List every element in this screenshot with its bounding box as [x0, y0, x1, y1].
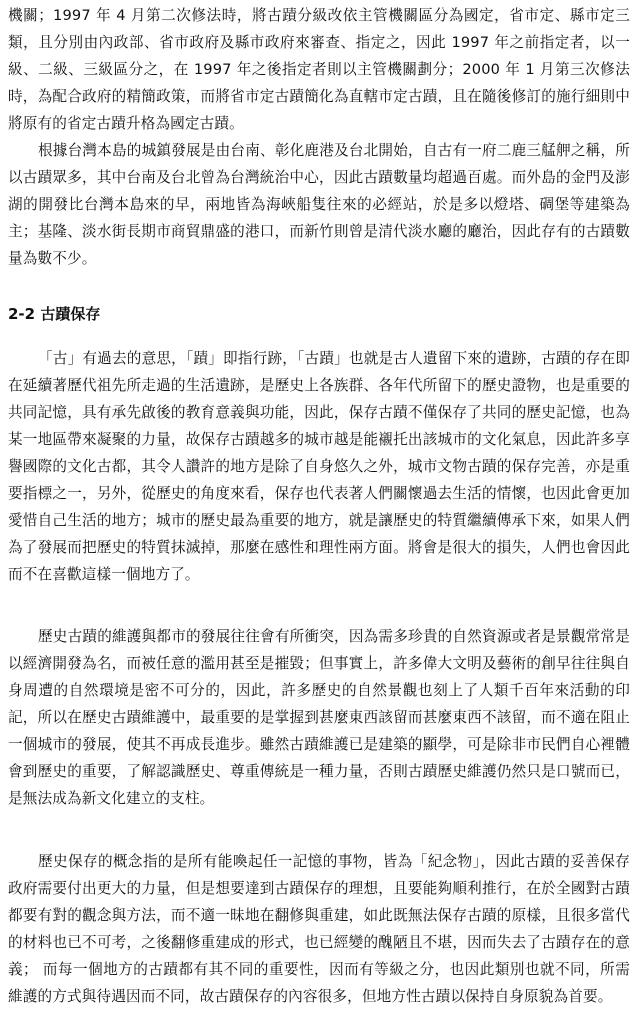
paragraph-historic-towns: 根據台灣本島的城鎮發展是由台南、彰化鹿港及台北開始，自古有一府二鹿三艋舺之稱，所以古蹟眾多，其中台南及台北曾為台灣統治中心，因此古蹟數量均超過百處。而外島的金門及澎湖的開發比台灣本島來的早，兩地皆為海峽船隻往來的必經站，於是多以燈塔、碉堡等建築為主；基隆、淡水街長期市商貿鼎盛的港口，而新竹則曾是清代淡水廳的廳治，因此存有的古蹟數量為數不少。 [8, 142, 630, 267]
paragraph-preservation-concept: 歷史保存的概念指的是所有能喚起任一記憶的事物，皆為「紀念物」，因此古蹟的妥善保存政府需要付出更大的力量，但是想要達到古蹟保存的理想，且要能夠順利推行，在於全國對古蹟都要有對的觀念與方法，而不適一昧地在翻修與重建，如此既無法保存古蹟的原樣，且很多當代的材料也已不可考，之後翻修重建成的形式，也已經變的醜陋且不堪，因而失去了古蹟存在的意義； 而每一個地方的古蹟都有其不同的重要性，因而有等級之分，也因此類別也就不同，所需維護的方式與待遇因而不同，故古蹟保存的內容很多，但地方性古蹟以保持自身原貌為首要。 [8, 853, 630, 1005]
paragraph-conservation-vs-development: 歷史古蹟的維護與都市的發展往往會有所衝突，因為需多珍貴的自然資源或者是景觀常常是以經濟開發為名，而被任意的濫用甚至是摧毀；但事實上，許多偉大文明及藝術的創早往往與自身周遭的自然環境是密不可分的，因此，許多歷史的自然景觀也刻上了人類千百年來活動的印記，所以在歷史古蹟維護中，最重要的是掌握到甚麼東西該留而甚麼東西不該留，而不適在阻止一個城市的發展，使其不再成長進步。雖然古蹟維護已是建築的顯學，可是除非市民們自心裡體會到歷史的重要，了解認識歷史、尊重傳統是一種力量，否則古蹟歷史維護仍然只是口號而已，是無法成為新文化建立的支柱。 [8, 628, 630, 807]
paragraph-law-amendments: 機關；1997 年 4 月第二次修法時，將古蹟分級改依主管機關區分為國定，省市定、縣市定三類，且分別由內政部、省市政府及縣市政府來審查、指定之，因此 1997 年之前指定者，以一級、二級、三級區分之，在 1997 年之後指定者則以主管機關劃分；2000 年 1 月第三次修法時，為配合政府的精簡政策，而將省市定古蹟簡化為直轄市定古蹟，且在隨後修訂的施行細則中將原有的省定古蹟升格為國定古蹟。 [8, 7, 630, 132]
section-heading: 2-2 古蹟保存 [8, 305, 101, 323]
paragraph-meaning-of-monuments: 「古」有過去的意思，「蹟」即指行跡，「古蹟」也就是古人遺留下來的遺跡，古蹟的存在即在延續著歷代祖先所走過的生活遺跡，是歷史上各族群、各年代所留下的歷史證物，也是重要的共同記憶，具有承先啟後的教育意義與功能，因此，保存古蹟不僅保存了共同的歷史記憶，也為某一地區帶來凝聚的力量，故保存古蹟越多的城市越是能襯托出該城市的文化氣息，因此許多享譽國際的文化古都，其令人讚許的地方是除了自身悠久之外，城市文物古蹟的保存完善，亦是重要指標之一，另外，從歷史的角度來看，保存也代表著人們關懷過去生活的情懷，也因此會更加愛惜自己生活的地方；城市的歷史最為重要的地方，就是讓歷史的特質繼續傳承下來，如果人們為了發展而把歷史的特質抹滅掉，那麼在感性和理性兩方面。將會是很大的損失，人們也會因此而不在喜歡這樣一個地方了。 [8, 350, 630, 583]
